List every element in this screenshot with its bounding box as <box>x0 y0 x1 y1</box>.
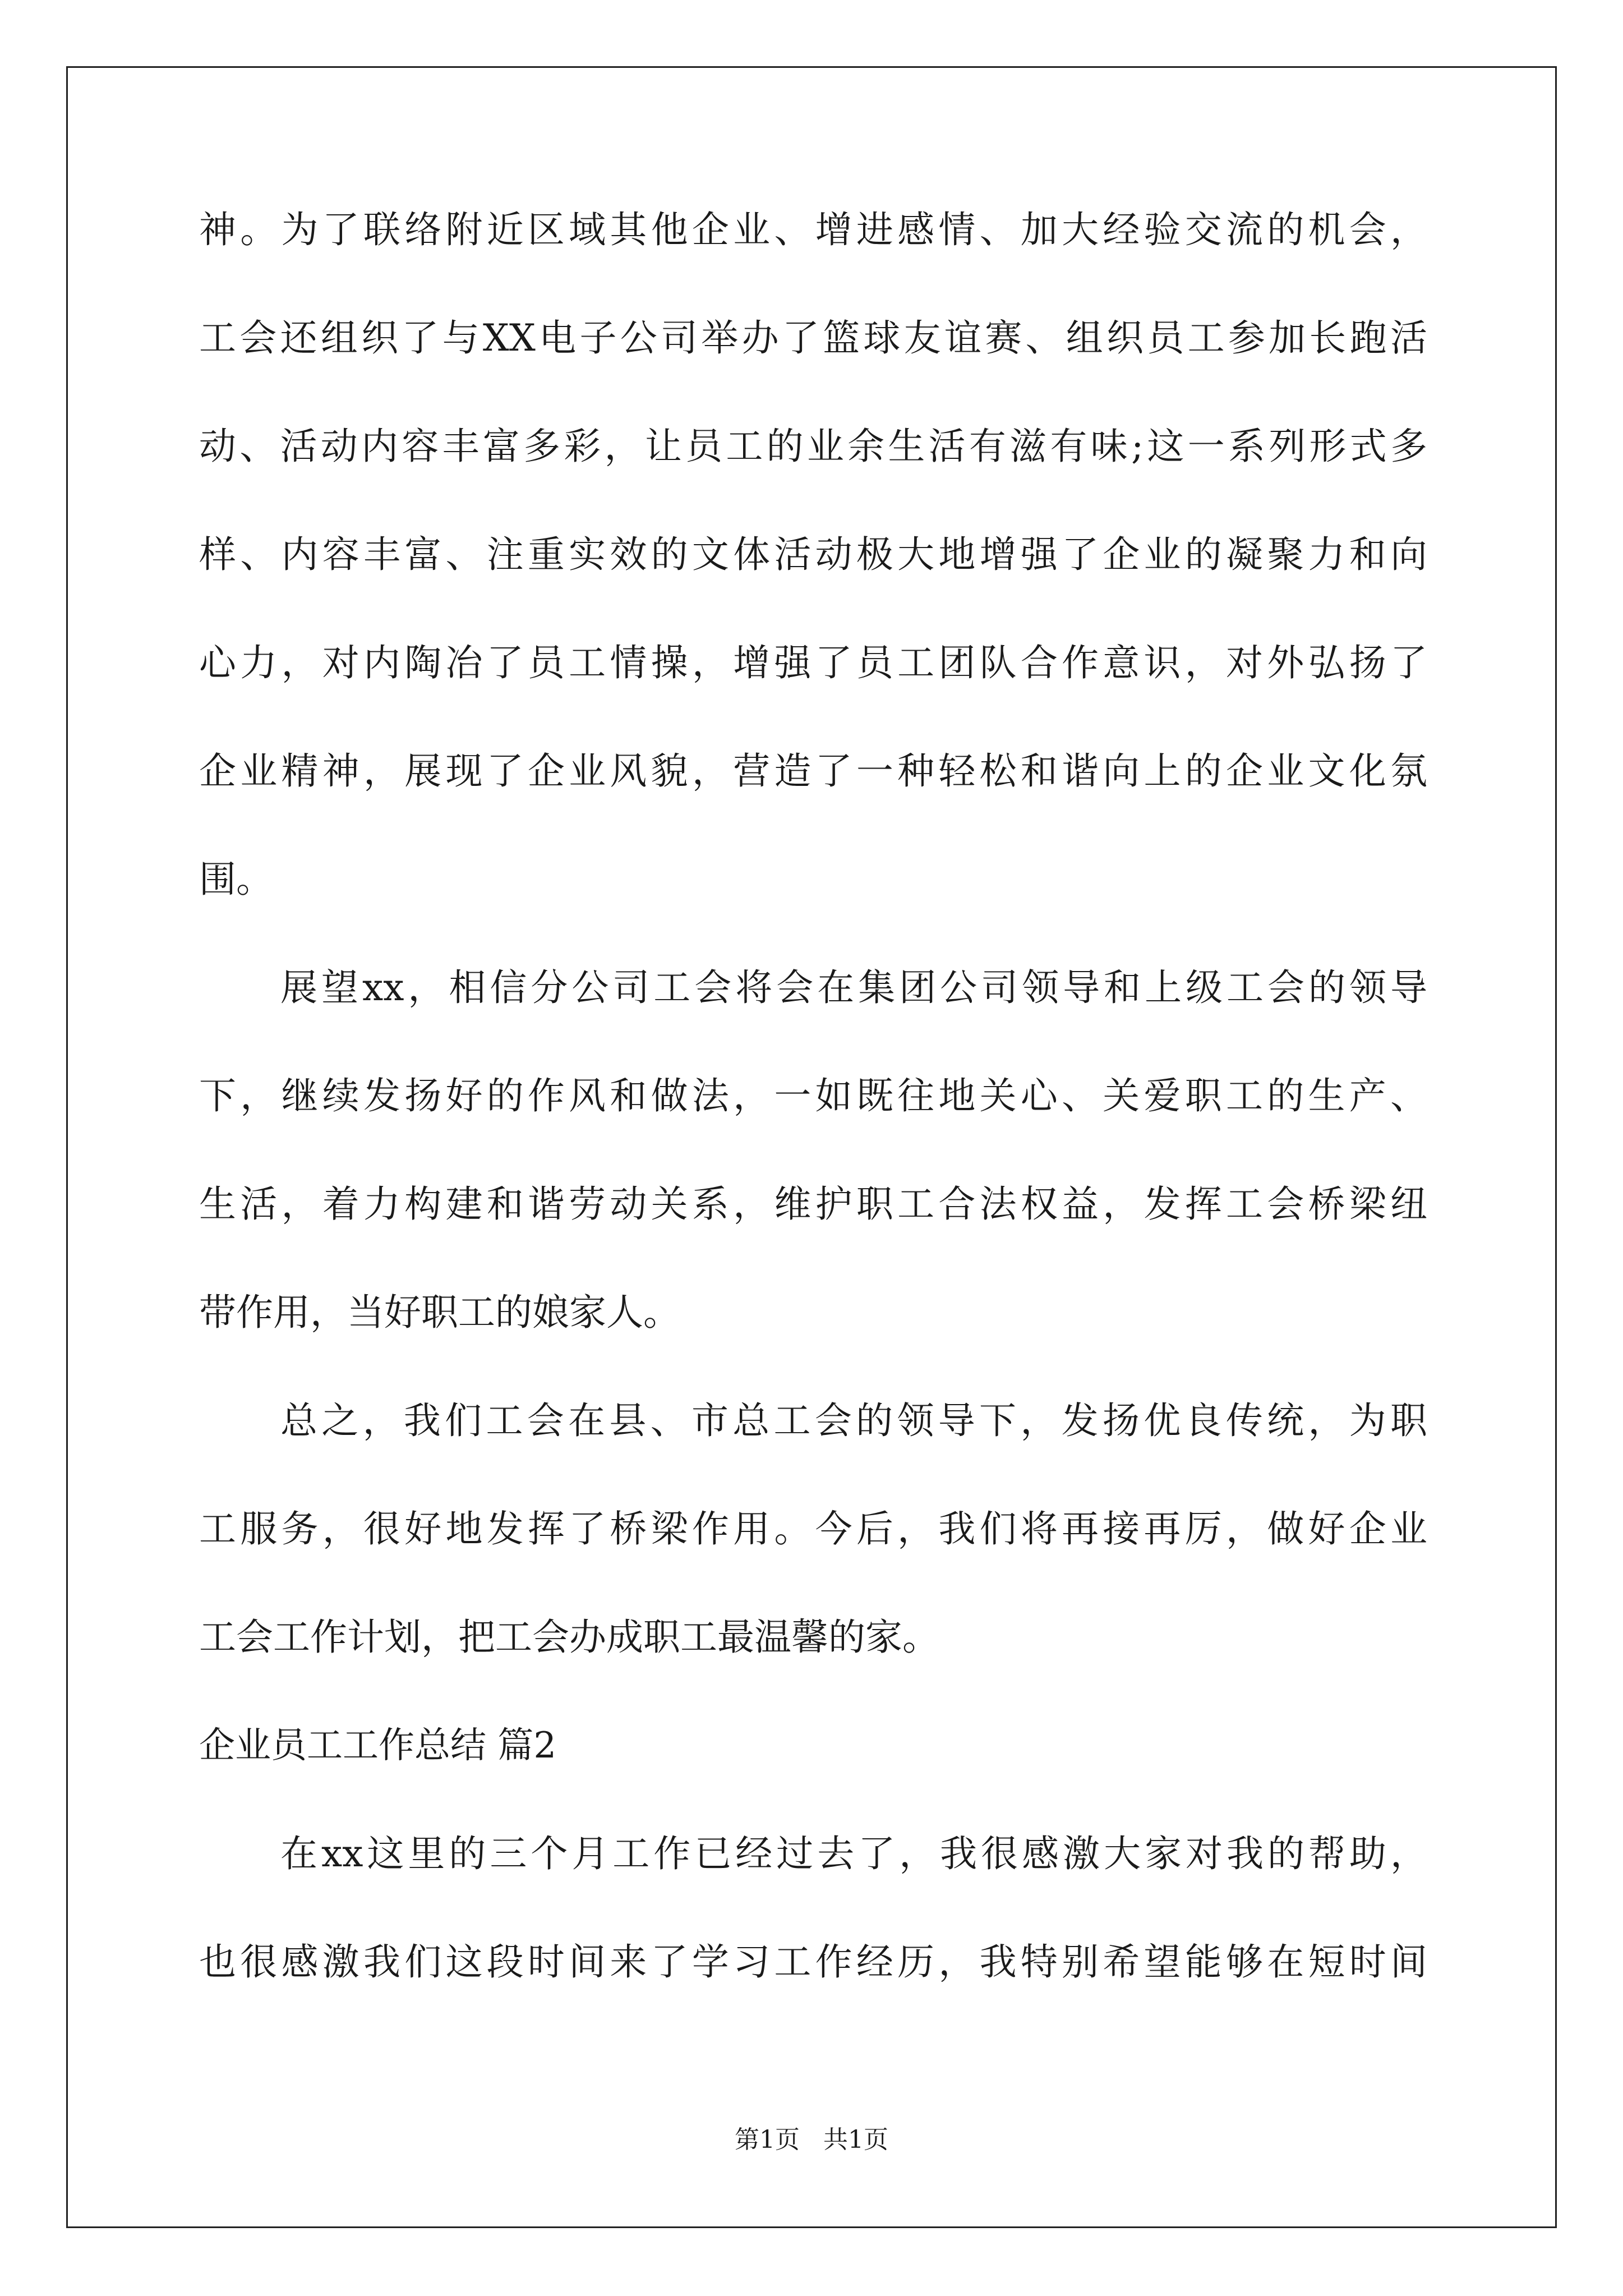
text-line: 下，继续发扬好的作风和做法，一如既往地关心、关爱职工的生产、 <box>199 1074 1427 1117</box>
text-line: 动、活动内容丰富多彩，让员工的业余生活有滋有味;这一系列形式多 <box>199 425 1427 468</box>
text-line: 工服务，很好地发挥了桥梁作用。今后，我们将再接再厉，做好企业 <box>199 1507 1427 1550</box>
paragraph-start-line: 总之，我们工会在县、市总工会的领导下，发扬优良传统，为职 <box>280 1399 1427 1442</box>
text-line: 也很感激我们这段时间来了学习工作经历，我特别希望能够在短时间 <box>199 1940 1427 1984</box>
text-line: 生活，着力构建和谐劳动关系，维护职工合法权益，发挥工会桥梁纽 <box>199 1182 1427 1226</box>
page-number-footer: 第1页 共1页 <box>735 2125 888 2154</box>
text-line: 围。 <box>199 858 273 901</box>
document-body <box>199 202 1427 1990</box>
text-line: 神。为了联络附近区域其他企业、增进感情、加大经验交流的机会， <box>199 208 1427 251</box>
text-line: 样、内容丰富、注重实效的文体活动极大地增强了企业的凝聚力和向 <box>199 533 1427 576</box>
paragraph-start-line: 在xx这里的三个月工作已经过去了，我很感激大家对我的帮助， <box>280 1832 1427 1875</box>
text-line: 带作用，当好职工的娘家人。 <box>199 1291 680 1334</box>
text-line: 心力，对内陶冶了员工情操，增强了员工团队合作意识，对外弘扬了 <box>199 641 1427 684</box>
section-heading: 企业员工工作总结 篇2 <box>199 1725 557 1766</box>
text-line: 工会工作计划，把工会办成职工最温馨的家。 <box>199 1616 939 1659</box>
text-line: 企业精神，展现了企业风貌，营造了一种轻松和谐向上的企业文化氛 <box>199 749 1427 793</box>
paragraph-start-line: 展望xx，相信分公司工会将会在集团公司领导和上级工会的领导 <box>280 966 1427 1009</box>
text-line: 工会还组织了与XX电子公司举办了篮球友谊赛、组织员工参加长跑活 <box>199 316 1427 360</box>
